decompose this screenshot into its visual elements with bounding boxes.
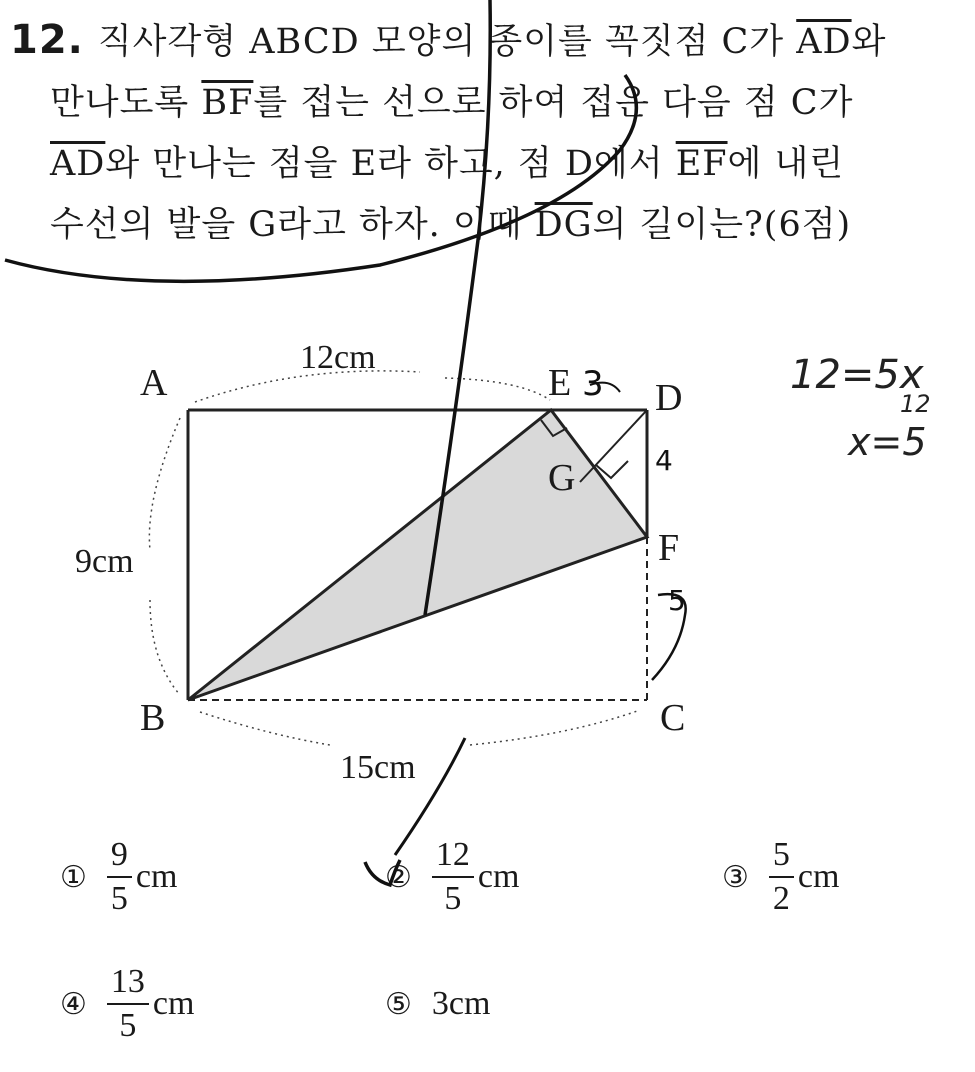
choice-3-mark: ③ xyxy=(722,859,749,895)
choice-4-denominator: 5 xyxy=(119,1007,137,1044)
dim-arc-left-top xyxy=(149,418,180,550)
choice-1-numerator: 9 xyxy=(107,838,132,878)
problem-line-3-end: 에 내린 xyxy=(727,144,845,184)
dim-arc-bottom-left xyxy=(200,712,330,745)
hand-note-answer: x=5 xyxy=(848,420,927,464)
segment-ad: $\overline{AD}$ xyxy=(796,22,852,62)
choice-1-mark: ① xyxy=(60,859,87,895)
choice-2-numerator: 12 xyxy=(432,838,474,878)
problem-line-4-pre: 수선의 발을 G라고 하자. 이때 xyxy=(50,205,535,245)
choice-3-denominator: 2 xyxy=(772,880,790,917)
choice-1-denominator: 5 xyxy=(110,880,128,917)
dim-arc-bottom-right xyxy=(470,710,640,745)
choice-3-numerator: 5 xyxy=(769,838,794,878)
choice-5[interactable] xyxy=(385,985,490,1023)
point-b-label: B xyxy=(140,697,166,739)
hand-note-equation: 12=5x xyxy=(790,352,924,398)
choice-5-mark: ⑤ xyxy=(385,986,412,1022)
folded-triangle xyxy=(188,410,647,700)
point-g-label: G xyxy=(548,457,576,499)
problem-line-1-end: 와 xyxy=(851,22,887,62)
choice-4-unit: cm xyxy=(152,985,195,1022)
segment-dg-line xyxy=(580,410,647,482)
problem-line-2-post: 를 접는 선으로 하여 접은 다음 점 C가 xyxy=(253,83,854,123)
choice-3-unit: cm xyxy=(797,858,840,895)
choice-2-fraction xyxy=(432,838,474,916)
problem-line-3-mid: 와 만나는 점을 E라 하고, 점 D에서 xyxy=(105,144,676,184)
question-number: 12. xyxy=(10,17,84,63)
dim-label-top: 12cm xyxy=(300,339,376,376)
segment-ad-2: $\overline{AD}$ xyxy=(50,144,106,184)
choice-3[interactable] xyxy=(722,838,839,916)
choice-1-fraction xyxy=(107,838,132,916)
dim-arc-left-bottom xyxy=(150,600,180,695)
choice-1-unit: cm xyxy=(135,858,178,895)
hand-note-subscript: 12 xyxy=(900,390,931,418)
choice-2[interactable] xyxy=(385,838,519,916)
segment-dg: $\overline{DG}$ xyxy=(534,205,593,245)
problem-line-1-text: 직사각형 ABCD 모양의 종이를 꼭짓점 C가 xyxy=(97,22,797,62)
hand-label-fc: 5 xyxy=(668,584,686,617)
problem-line-2-pre: 만나도록 xyxy=(50,83,202,123)
point-c-label: C xyxy=(660,697,686,739)
dim-label-left: 9cm xyxy=(75,543,134,580)
choice-3-fraction xyxy=(769,838,794,916)
dim-arc-top-right xyxy=(445,378,550,400)
choice-4-mark: ④ xyxy=(60,986,87,1022)
point-a-label: A xyxy=(140,362,168,404)
choice-2-denominator: 5 xyxy=(444,880,462,917)
choice-2-unit: cm xyxy=(477,858,520,895)
choice-4[interactable] xyxy=(60,965,194,1043)
choice-4-fraction xyxy=(107,965,149,1043)
problem-line-4-post: 의 길이는?(6점) xyxy=(592,205,852,245)
dim-label-bottom: 15cm xyxy=(340,749,416,786)
choice-5-value: 3cm xyxy=(431,985,491,1022)
point-e-label: E xyxy=(548,362,572,404)
hand-label-ed: 3 xyxy=(582,364,604,404)
choice-2-mark: ② xyxy=(385,859,412,895)
segment-bf: $\overline{BF}$ xyxy=(201,83,254,123)
segment-ef: $\overline{EF}$ xyxy=(675,144,728,184)
choice-1[interactable] xyxy=(60,838,177,916)
choice-4-numerator: 13 xyxy=(107,965,149,1005)
hand-label-df: 4 xyxy=(655,444,673,477)
point-d-label: D xyxy=(655,377,683,419)
point-f-label: F xyxy=(658,527,680,569)
